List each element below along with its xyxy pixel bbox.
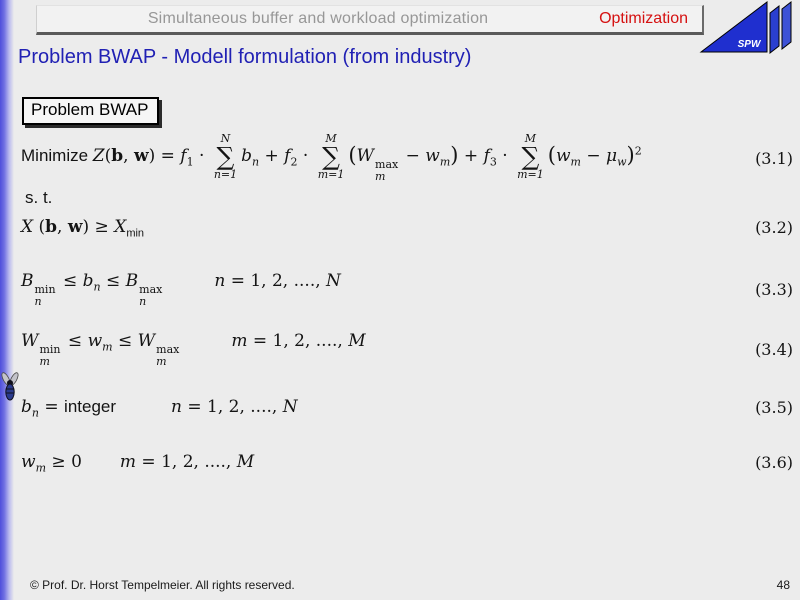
math-token: B (125, 270, 139, 291)
sum-lower-limit: n=1 (213, 168, 238, 182)
math-token: N (326, 270, 341, 291)
math-token: 2 (634, 144, 642, 158)
sum-symbol: ∑ (322, 142, 340, 172)
math-token: − (580, 146, 606, 167)
index-range (171, 397, 298, 417)
math-token: n (31, 406, 39, 420)
equation-tag: (3.1) (755, 148, 793, 168)
math-token: · (193, 146, 210, 167)
equation-3-3-content (21, 271, 341, 307)
equation-3-4-content (21, 331, 366, 367)
math-token: W (356, 146, 375, 167)
index-range (214, 271, 341, 291)
equation-3-5 (0, 390, 800, 424)
math-token: m (39, 354, 50, 368)
math-token: n (93, 280, 101, 294)
math-token: w (67, 217, 83, 237)
logo-mid-band (770, 6, 779, 53)
math-token: = 1, 2, ...., (225, 270, 327, 291)
sum-symbol: ∑ (521, 142, 540, 172)
math-token: n (139, 294, 147, 308)
math-token: = 1, 2, ...., (136, 452, 237, 472)
sum-operator (517, 133, 544, 180)
math-token: N (282, 397, 298, 417)
math-token: ( (348, 143, 357, 168)
math-token: b (82, 270, 94, 291)
math-token: b (111, 146, 124, 167)
math-token: = 1, 2, ...., (181, 397, 283, 417)
math-token: X (21, 217, 39, 237)
math-token: 2 (290, 155, 298, 169)
math-token: ≤ (100, 270, 126, 291)
logo-back-band (782, 2, 791, 49)
header-title: Simultaneous buffer and workload optimization (147, 10, 489, 27)
equation-3-2-content (21, 217, 145, 240)
math-token: max (375, 158, 399, 172)
math-token: ≥ (89, 217, 115, 237)
sum-lower-limit: m=1 (517, 168, 544, 182)
math-token: min (39, 342, 61, 356)
minimize-label: Minimize (21, 146, 93, 166)
integer-label: integer (64, 397, 117, 416)
math-token: , (123, 146, 134, 167)
math-token: n (171, 397, 182, 417)
math-token: max (156, 342, 180, 356)
problem-bwap-box (22, 97, 159, 125)
math-token: b (45, 217, 58, 237)
math-token: ( (104, 146, 112, 167)
index-range (231, 331, 365, 351)
math-token: ) (148, 146, 156, 167)
equation-tag: (3.3) (755, 279, 793, 299)
math-token: − (400, 146, 426, 167)
equation-tag: (3.2) (755, 217, 793, 237)
math-token: Z (92, 146, 105, 167)
math-token: M (236, 452, 255, 472)
sum-operator (318, 133, 345, 180)
math-token: ( (547, 143, 556, 168)
math-token: b (21, 397, 32, 417)
copyright-text: © Prof. Dr. Horst Tempelmeier. All rights reserved. (30, 578, 295, 592)
math-token: ) (82, 217, 90, 237)
math-token: m (231, 330, 248, 351)
math-token: m (102, 340, 113, 354)
math-token: w (21, 452, 36, 472)
section-badge: Optimization (599, 10, 688, 27)
sum-upper-limit: N (220, 132, 231, 146)
math-token: m (156, 354, 167, 368)
math-token: ≥ (46, 452, 72, 472)
math-token: max (139, 282, 163, 296)
spw-logo-icon (698, 0, 798, 58)
math-token: w (555, 146, 571, 167)
math-token: n (34, 294, 42, 308)
equation-3-2 (0, 210, 800, 244)
math-token: ) (626, 143, 635, 168)
math-token: = (155, 146, 181, 167)
math-token: m (439, 155, 451, 169)
math-token: 1 (186, 155, 194, 169)
math-token: W (137, 330, 156, 351)
equation-3-6-content (21, 452, 255, 475)
math-token: ≤ (57, 270, 83, 291)
math-token: m (375, 170, 386, 183)
math-token: b (241, 146, 253, 167)
math-token: m (35, 461, 46, 475)
math-token: , (57, 217, 68, 237)
equation-tag: (3.6) (755, 452, 793, 472)
math-token: = 1, 2, ...., (247, 330, 349, 351)
equation-3-4 (0, 330, 800, 368)
math-token: · (297, 146, 314, 167)
equation-tag: (3.4) (755, 339, 793, 359)
math-token: + (458, 146, 484, 167)
sum-symbol: ∑ (216, 142, 235, 172)
math-token: W (21, 330, 39, 351)
supsub (39, 344, 60, 367)
math-token: f (483, 146, 490, 167)
equation-3-3 (0, 270, 800, 308)
problem-box-label: Problem BWAP (31, 100, 149, 119)
math-token: · (496, 146, 514, 167)
sum-operator (214, 133, 237, 180)
supsub (139, 284, 162, 307)
math-token: w (87, 330, 103, 351)
math-token: w (425, 146, 440, 167)
math-token: + (259, 146, 285, 167)
fly-icon (1, 371, 19, 402)
math-token: w (133, 146, 149, 167)
equation-3-6 (0, 445, 800, 479)
subject-to-row (0, 186, 800, 210)
page-number: 48 (776, 578, 790, 592)
math-token: min (34, 282, 56, 296)
slide-title: Problem BWAP - Modell formulation (from industry) (18, 46, 472, 68)
subject-to-label: s. t. (25, 188, 53, 207)
equation-3-5-content (21, 397, 298, 420)
math-token: n (252, 155, 260, 169)
math-token: M (348, 330, 366, 351)
sum-lower-limit: m=1 (317, 168, 345, 182)
math-token: f (180, 146, 187, 167)
math-token: ) (450, 143, 459, 168)
header-bar (36, 5, 704, 35)
logo-text: SPW (737, 39, 761, 50)
math-token: 0 (71, 452, 82, 472)
math-token: ( (38, 217, 46, 237)
supsub (35, 284, 56, 307)
math-token: min (126, 227, 145, 240)
equation-3-1 (0, 128, 800, 188)
math-token: m (570, 155, 581, 169)
supsub (375, 159, 398, 182)
math-token: B (21, 270, 34, 291)
math-token: m (119, 452, 137, 472)
math-token: w (617, 155, 627, 169)
math-token: X (114, 217, 127, 237)
math-token: ≤ (62, 330, 88, 351)
math-token: n (214, 270, 226, 291)
math-token: = (38, 397, 65, 417)
sum-upper-limit: M (325, 132, 337, 146)
math-token: μ (606, 146, 618, 167)
math-token: ≤ (112, 330, 138, 351)
math-token: 3 (489, 155, 497, 169)
math-token: f (284, 146, 291, 167)
supsub (156, 344, 179, 367)
equation-3-1-content (21, 133, 642, 182)
index-range (120, 452, 254, 472)
sum-upper-limit: M (524, 132, 537, 146)
equation-tag: (3.5) (755, 397, 793, 417)
